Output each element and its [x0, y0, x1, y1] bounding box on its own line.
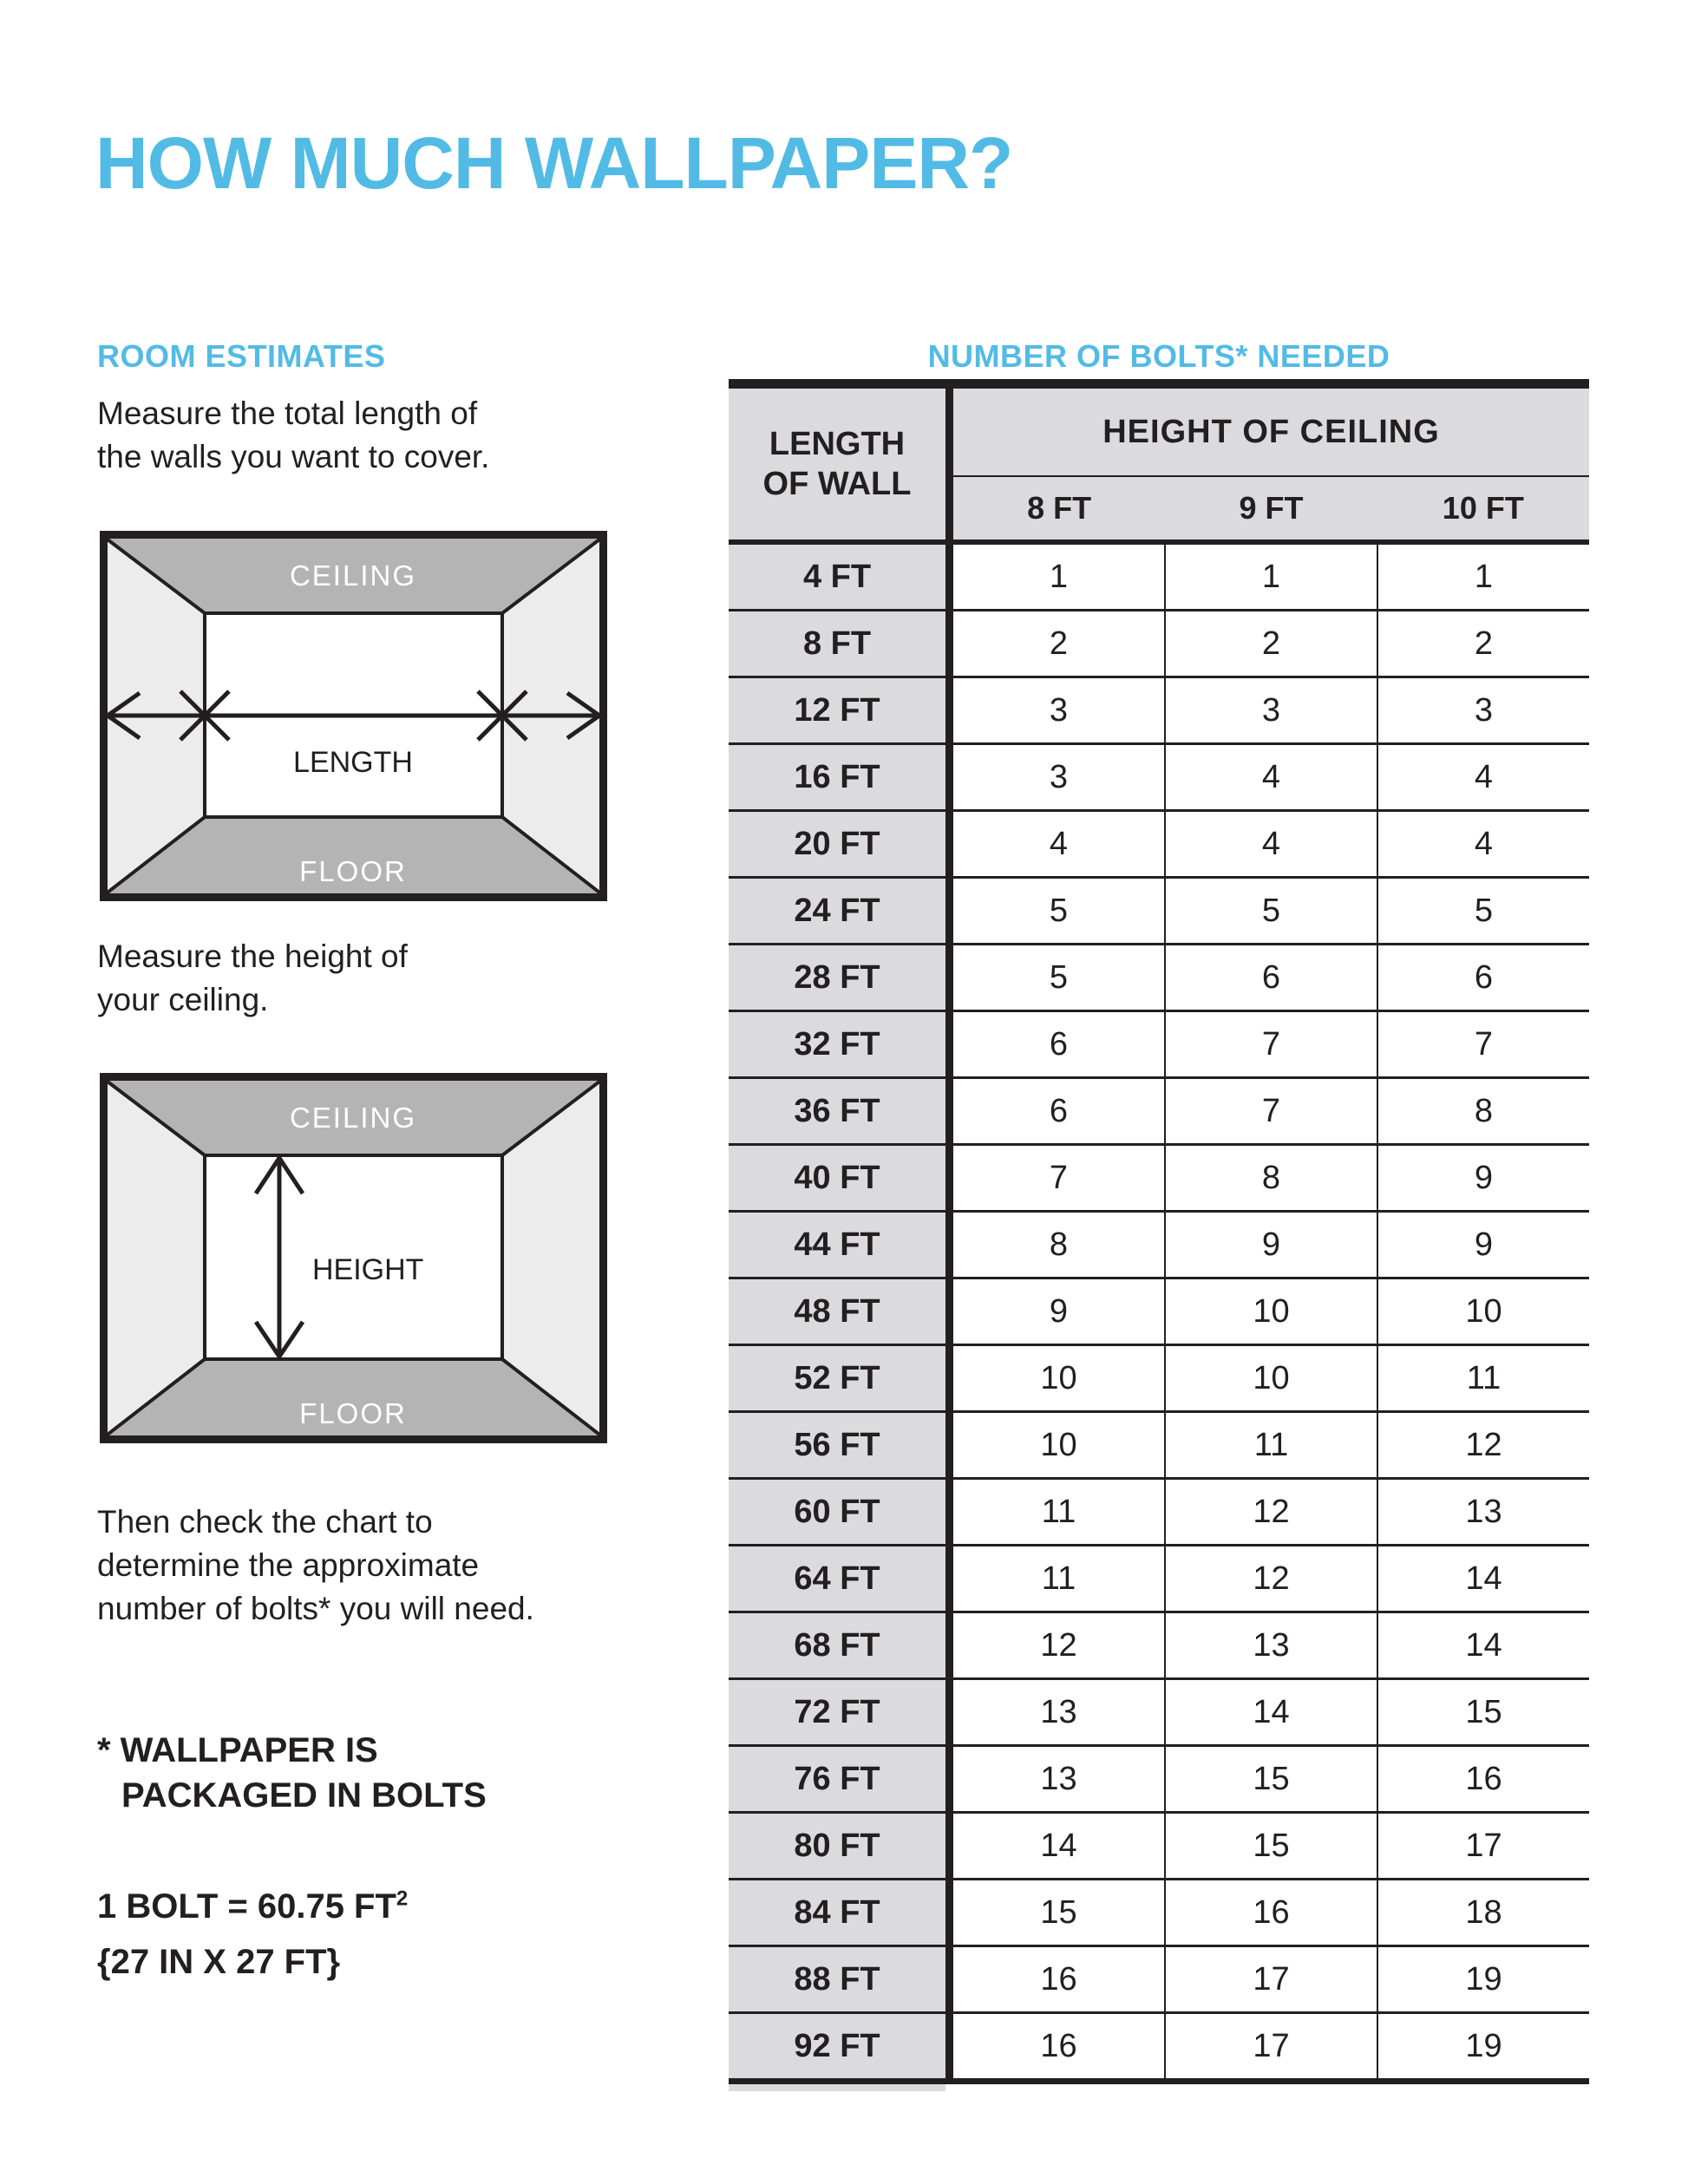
bolt-count-cell: 17 [1164, 2014, 1377, 2078]
bolt-count-cell: 19 [1377, 2014, 1589, 2078]
bolt-count-cell: 3 [953, 678, 1164, 742]
bolt-count-cell: 14 [1377, 1613, 1589, 1677]
table-body [729, 545, 1589, 2084]
bolt-count-cell: 15 [1164, 1814, 1377, 1878]
row-label: 48 FT [729, 1279, 953, 1344]
bolt-count-cell: 4 [1164, 745, 1377, 809]
row-label: 8 FT [729, 611, 953, 676]
bolt-count-cell: 16 [953, 2014, 1164, 2078]
instruction-line: Measure the height of [97, 938, 408, 974]
bolt-count-cell: 5 [1377, 879, 1589, 943]
row-label: 28 FT [729, 945, 953, 1010]
row-label: 88 FT [729, 1947, 953, 2011]
row-label: 4 FT [729, 545, 953, 609]
row-label: 52 FT [729, 1346, 953, 1410]
bolt-count-cell: 10 [953, 1413, 1164, 1477]
bolt-count-cell: 4 [1164, 812, 1377, 876]
room-estimates-heading: ROOM ESTIMATES [97, 337, 386, 374]
bolt-count-cell: 3 [953, 745, 1164, 809]
footnote-line: * WALLPAPER IS [97, 1731, 378, 1769]
height-of-ceiling-header: HEIGHT OF CEILING [953, 389, 1589, 477]
room-height-diagram [100, 1073, 607, 1443]
row-label: 44 FT [729, 1213, 953, 1277]
bolt-equation: 1 BOLT = 60.75 $FT^2$ [97, 1886, 409, 1926]
bolt-count-cell: 10 [1164, 1279, 1377, 1344]
table-row [729, 1613, 1589, 1680]
table-row [729, 945, 1589, 1012]
bolt-count-cell: 3 [1164, 678, 1377, 742]
bolt-count-cell: 7 [953, 1146, 1164, 1210]
table-row [729, 879, 1589, 945]
bolt-count-cell: 16 [1377, 1747, 1589, 1811]
length-label: LENGTH [293, 746, 413, 779]
length-of-wall-header: LENGTH OF WALL [729, 389, 953, 539]
bolt-count-cell: 19 [1377, 1947, 1589, 2011]
bolt-count-cell: 4 [953, 812, 1164, 876]
row-label: 84 FT [729, 1880, 953, 1945]
instruction-step-3 [97, 1501, 534, 1631]
bolt-count-cell: 7 [1377, 1012, 1589, 1076]
bolt-count-cell: 6 [1377, 945, 1589, 1010]
row-label: 64 FT [729, 1546, 953, 1611]
bolt-count-cell: 8 [953, 1213, 1164, 1277]
bolt-count-cell: 15 [1164, 1747, 1377, 1811]
table-row [729, 545, 1589, 611]
instruction-line: determine the approximate [97, 1547, 480, 1583]
bolt-count-cell: 7 [1164, 1012, 1377, 1076]
bolt-count-cell: 14 [1164, 1680, 1377, 1744]
instruction-line: number of bolts* you will need. [97, 1591, 534, 1626]
bolt-count-cell: 8 [1377, 1079, 1589, 1143]
bolt-dimensions: {27 IN X 27 FT} [97, 1943, 341, 1981]
ceiling-height-subheader [953, 477, 1589, 539]
bolt-count-cell: 9 [1377, 1146, 1589, 1210]
bolt-count-cell: 6 [1164, 945, 1377, 1010]
table-footer-stub [729, 2084, 945, 2091]
bolt-count-cell: 2 [953, 611, 1164, 676]
bolts-table [729, 379, 1589, 2091]
row-label: 80 FT [729, 1814, 953, 1878]
bolts-table-heading: NUMBER OF BOLTS* NEEDED [927, 337, 1390, 374]
table-row [729, 1546, 1589, 1613]
bolt-count-cell: 14 [953, 1814, 1164, 1878]
table-row [729, 1680, 1589, 1747]
floor-label: FLOOR [299, 855, 407, 887]
bolt-count-cell: 5 [953, 945, 1164, 1010]
bolt-count-cell: 3 [1377, 678, 1589, 742]
bolt-count-cell: 16 [953, 1947, 1164, 2011]
instruction-line: Then check the chart to [97, 1504, 433, 1540]
bolt-count-cell: 9 [1164, 1213, 1377, 1277]
bolt-count-cell: 1 [953, 545, 1164, 609]
col-header-10ft: 10 FT [1442, 490, 1524, 526]
bolt-count-cell: 10 [1164, 1346, 1377, 1410]
ceiling-label: CEILING [289, 1102, 417, 1134]
bolt-count-cell: 1 [1377, 545, 1589, 609]
col-header-9ft: 9 FT [1239, 490, 1304, 526]
table-row [729, 678, 1589, 745]
bolt-count-cell: 16 [1164, 1880, 1377, 1945]
bolt-count-cell: 7 [1164, 1079, 1377, 1143]
bolt-count-cell: 14 [1377, 1546, 1589, 1611]
bolt-count-cell: 11 [1164, 1413, 1377, 1477]
bolt-count-cell: 5 [953, 879, 1164, 943]
table-row [729, 1413, 1589, 1480]
row-label: 40 FT [729, 1146, 953, 1210]
table-row [729, 1146, 1589, 1213]
bolt-count-cell: 12 [953, 1613, 1164, 1677]
row-label: 32 FT [729, 1012, 953, 1076]
ceiling-label: CEILING [289, 559, 417, 592]
floor-label: FLOOR [299, 1397, 407, 1429]
instruction-line: your ceiling. [97, 982, 269, 1017]
table-row [729, 1012, 1589, 1079]
table-row [729, 1079, 1589, 1146]
exponent: 2 [396, 1886, 409, 1911]
bolt-count-cell: 17 [1377, 1814, 1589, 1878]
instruction-line: the walls you want to cover. [97, 439, 490, 474]
bolt-count-cell: 8 [1164, 1146, 1377, 1210]
page-title: HOW MUCH WALLPAPER? [95, 122, 1013, 205]
height-label: HEIGHT [312, 1253, 424, 1286]
bolt-count-cell: 2 [1164, 611, 1377, 676]
table-row [729, 1213, 1589, 1279]
table-row [729, 1480, 1589, 1546]
table-header [729, 389, 1589, 545]
bolt-count-cell: 11 [1377, 1346, 1589, 1410]
bolt-count-cell: 12 [1164, 1546, 1377, 1611]
instruction-step-1 [97, 392, 489, 479]
bolt-count-cell: 9 [1377, 1213, 1589, 1277]
table-row [729, 1747, 1589, 1814]
bolts-footnote [97, 1728, 487, 1818]
bolt-count-cell: 6 [953, 1012, 1164, 1076]
table-row [729, 1279, 1589, 1346]
bolt-count-cell: 18 [1377, 1880, 1589, 1945]
row-label: 20 FT [729, 812, 953, 876]
bolt-count-cell: 4 [1377, 745, 1589, 809]
bolt-count-cell: 10 [1377, 1279, 1589, 1344]
table-row [729, 1947, 1589, 2014]
bolt-count-cell: 13 [1164, 1613, 1377, 1677]
bolt-count-cell: 11 [953, 1480, 1164, 1544]
table-row [729, 745, 1589, 812]
bolt-count-cell: 15 [953, 1880, 1164, 1945]
bolt-count-cell: 5 [1164, 879, 1377, 943]
bolt-count-cell: 17 [1164, 1947, 1377, 2011]
bolt-count-cell: 13 [953, 1680, 1164, 1744]
table-row [729, 1814, 1589, 1880]
bolt-count-cell: 4 [1377, 812, 1589, 876]
row-label: 68 FT [729, 1613, 953, 1677]
table-row [729, 812, 1589, 879]
table-top-bar [729, 379, 1589, 389]
row-label: 12 FT [729, 678, 953, 742]
instruction-line: Measure the total length of [97, 396, 478, 431]
table-row [729, 2014, 1589, 2084]
bolt-count-cell: 9 [953, 1279, 1164, 1344]
row-label: 60 FT [729, 1480, 953, 1544]
row-label: 76 FT [729, 1747, 953, 1811]
table-row [729, 611, 1589, 678]
col-header-8ft: 8 FT [1027, 490, 1092, 526]
row-label: 92 FT [729, 2014, 953, 2078]
bolt-count-cell: 12 [1377, 1413, 1589, 1477]
row-label: 72 FT [729, 1680, 953, 1744]
table-row [729, 1346, 1589, 1413]
bolt-count-cell: 11 [953, 1546, 1164, 1611]
row-label: 16 FT [729, 745, 953, 809]
bolt-count-cell: 6 [953, 1079, 1164, 1143]
table-row [729, 1880, 1589, 1947]
room-length-diagram [100, 531, 607, 901]
bolt-count-cell: 12 [1164, 1480, 1377, 1544]
footnote-line: PACKAGED IN BOLTS [121, 1776, 487, 1815]
row-label: 36 FT [729, 1079, 953, 1143]
bolt-count-cell: 1 [1164, 545, 1377, 609]
row-label: 56 FT [729, 1413, 953, 1477]
bolt-count-cell: 13 [953, 1747, 1164, 1811]
bolt-count-cell: 10 [953, 1346, 1164, 1410]
bolt-count-cell: 15 [1377, 1680, 1589, 1744]
bolt-count-cell: 2 [1377, 611, 1589, 676]
row-label: 24 FT [729, 879, 953, 943]
bolt-count-cell: 13 [1377, 1480, 1589, 1544]
instruction-step-2 [97, 935, 408, 1022]
